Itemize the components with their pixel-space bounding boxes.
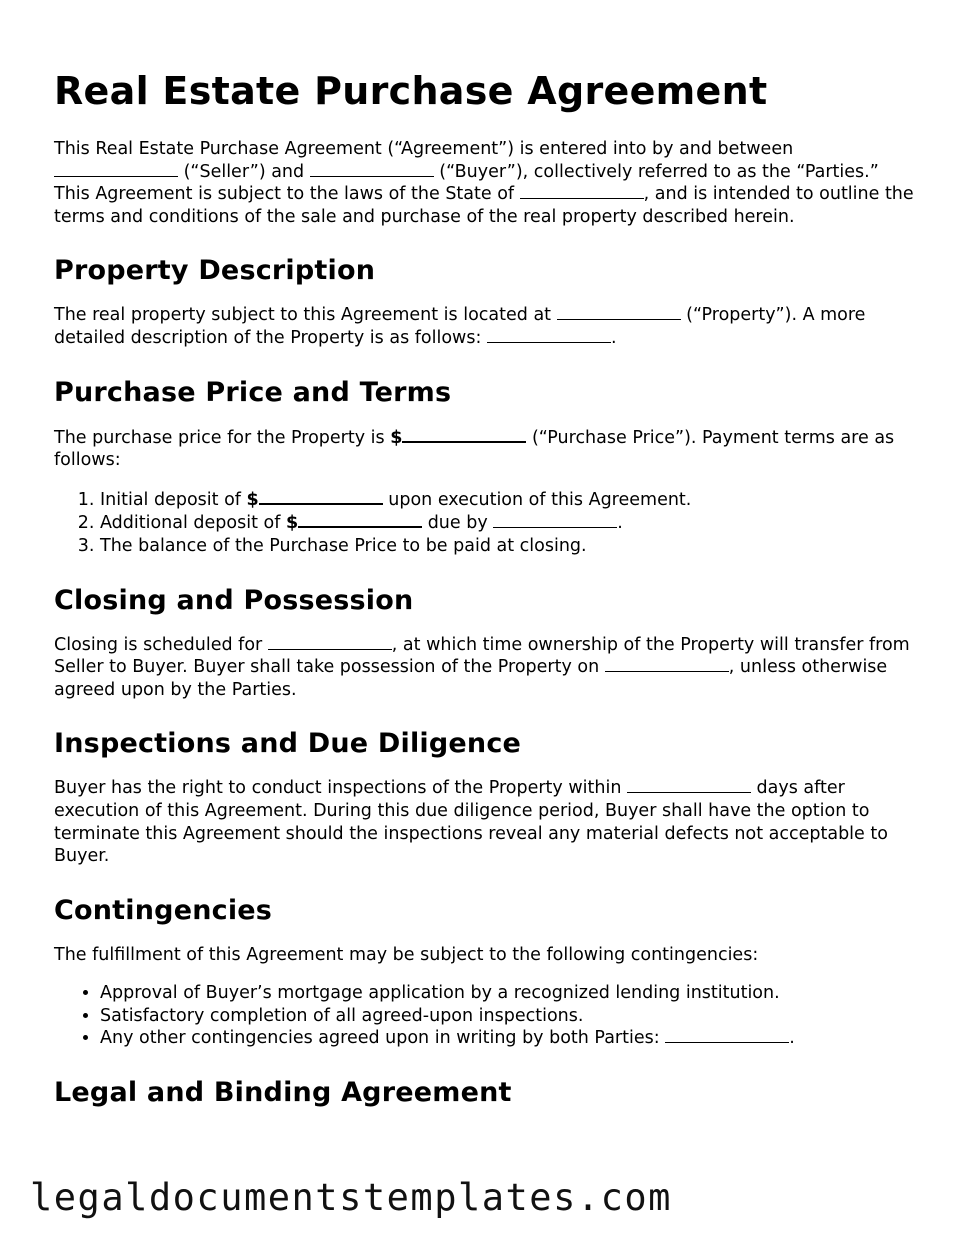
property-heading: Property Description xyxy=(54,255,376,287)
list-item-text: due by xyxy=(422,513,494,534)
price-paragraph xyxy=(54,426,914,472)
closing-heading: Closing and Possession xyxy=(54,584,414,616)
inspections-text: days after execution of this Agreement. During this due diligence period, Buyer shall have the option to terminate this Agreement should the inspections reveal any material defects not acceptable to Buyer. xyxy=(54,778,888,867)
list-item-text: Initial deposit of xyxy=(100,489,247,510)
currency-symbol: $ xyxy=(390,427,403,448)
price-heading: Purchase Price and Terms xyxy=(54,376,452,408)
purchase-price-blank xyxy=(402,426,526,443)
property-text: . xyxy=(610,327,617,348)
closing-paragraph xyxy=(54,634,914,702)
inspections-heading: Inspections and Due Diligence xyxy=(54,728,522,760)
intro-text: , and is intended to outline the terms and conditions of the sale and purchase of the real property described herein. xyxy=(54,184,914,227)
list-item-text: . xyxy=(789,1028,795,1049)
currency-symbol: $ xyxy=(246,489,259,510)
list-item-text: Any other contingencies agreed upon in writing by both Parties: xyxy=(100,1028,666,1049)
list-item-text: Approval of Buyer’s mortgage application by a recognized lending institution. xyxy=(100,983,780,1004)
property-paragraph xyxy=(54,304,914,349)
intro-text: (“Buyer”), collectively referred to as the “Parties.” This Agreement is subject to the laws of the State of xyxy=(54,161,879,205)
closing-text: , at which time ownership of the Property will transfer from Seller to Buyer. Buyer shall take possession of the Property on xyxy=(54,634,910,678)
state-blank xyxy=(520,183,644,199)
property-text: (“Property”). A more detailed description of the Property is as follows: xyxy=(54,305,866,348)
seller-blank xyxy=(54,161,178,177)
list-item xyxy=(100,982,914,1005)
list-item-text: Additional deposit of xyxy=(100,513,286,534)
closing-date-blank xyxy=(268,634,392,650)
contingencies-list xyxy=(54,982,914,1050)
contingencies-heading: Contingencies xyxy=(54,894,273,926)
page-title: Real Estate Purchase Agreement xyxy=(54,69,768,113)
inspections-text: Buyer has the right to conduct inspections of the Property within xyxy=(54,778,627,799)
contingencies-intro: The fulfillment of this Agreement may be subject to the following contingencies: xyxy=(54,944,759,965)
price-text: (“Purchase Price”). Payment terms are as follows: xyxy=(54,427,895,471)
property-description-blank xyxy=(487,327,611,343)
list-item xyxy=(100,511,914,535)
list-item-text: Satisfactory completion of all agreed-upon inspections. xyxy=(100,1005,584,1026)
list-item-text: . xyxy=(617,513,623,534)
possession-date-blank xyxy=(605,656,729,672)
legal-heading: Legal and Binding Agreement xyxy=(54,1077,512,1109)
buyer-blank xyxy=(310,161,434,177)
intro-text: (“Seller”) and xyxy=(178,161,310,182)
watermark: legaldocumentstemplates.com xyxy=(30,1176,672,1219)
list-item xyxy=(100,535,914,558)
closing-text: , unless otherwise agreed upon by the Parties. xyxy=(54,657,888,700)
due-date-blank xyxy=(493,512,617,528)
document-page xyxy=(54,66,914,1126)
list-item-text: upon execution of this Agreement. xyxy=(382,489,692,510)
inspection-days-blank xyxy=(627,777,751,793)
intro-text: This Real Estate Purchase Agreement (“Agreement”) is entered into by and between xyxy=(54,139,794,159)
list-item xyxy=(100,1005,914,1028)
payment-terms-list xyxy=(54,488,914,558)
intro-paragraph xyxy=(54,138,914,228)
property-location-blank xyxy=(557,304,681,320)
price-text: The purchase price for the Property is xyxy=(54,427,391,448)
other-contingencies-blank xyxy=(665,1027,789,1043)
list-item-text: The balance of the Purchase Price to be paid at closing. xyxy=(100,535,587,556)
list-item xyxy=(100,1027,914,1050)
additional-deposit-blank xyxy=(298,511,422,528)
list-item xyxy=(100,488,914,512)
inspections-paragraph xyxy=(54,777,914,867)
property-text: The real property subject to this Agreement is located at xyxy=(54,305,557,326)
initial-deposit-blank xyxy=(259,488,383,505)
currency-symbol: $ xyxy=(285,513,299,534)
closing-text: Closing is scheduled for xyxy=(54,634,268,655)
